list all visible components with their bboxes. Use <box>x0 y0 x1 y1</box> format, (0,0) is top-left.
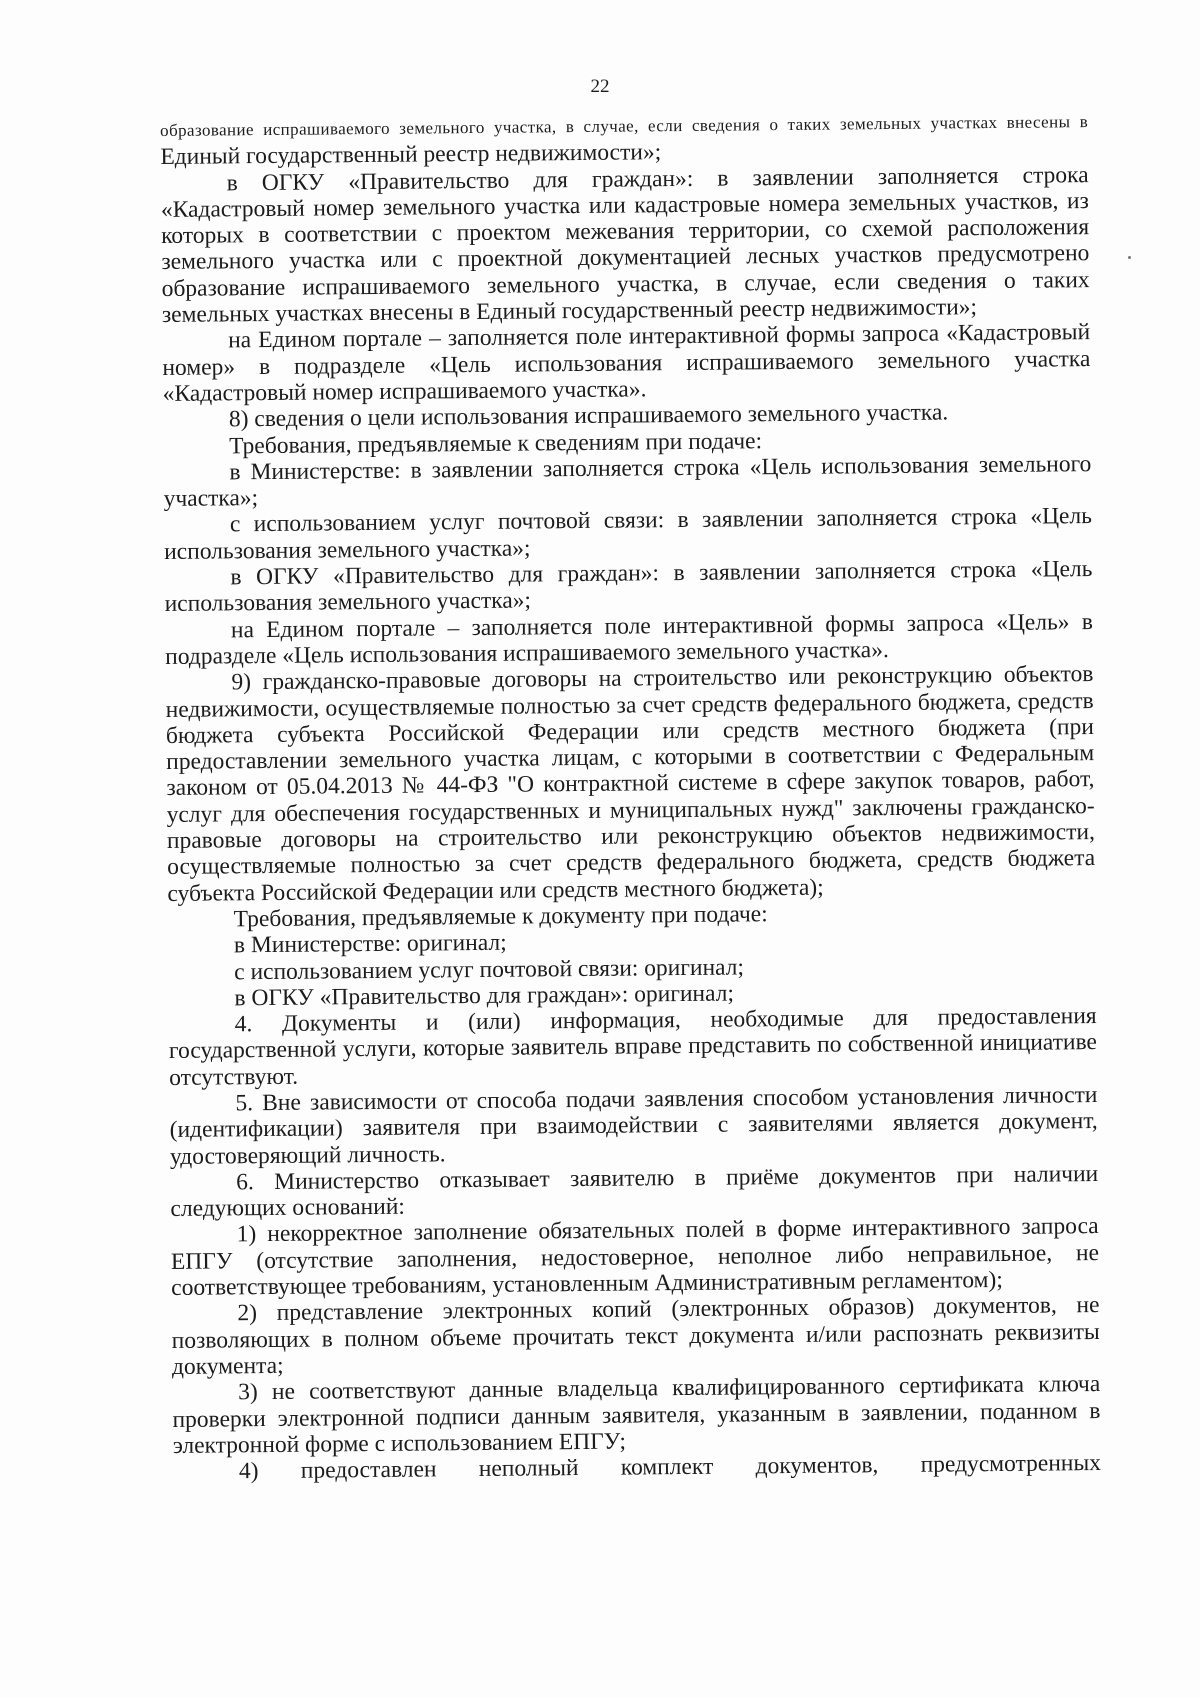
paragraph-item-8: 8) сведения о цели использования испрашиваемого земельного участка. <box>228 399 949 433</box>
paragraph-requirements-document: Требования, предъявляемые к документу при подаче: <box>233 901 768 933</box>
paragraph-refusal-3: 3) не соответствуют данные владельца квалифицированного сертификата ключа проверки электронной подписи данным заявителя, указанным в заявлении, поданном в электронной форме с использованием ЕПГУ; <box>172 1371 1101 1459</box>
paragraph-portal-cadastral: на Едином портале – заполняется поле интерактивной формы запроса «Кадастровый номер» в подразделе «Цель использования испрашиваемого земельного участка «Кадастровый номер испрашиваемого участка». <box>162 319 1091 407</box>
paragraph-section-4: 4. Документы и (или) информация, необходимые для предоставления государственной услуги, которые заявитель вправе представить по собственной инициативе отсутствуют. <box>168 1003 1098 1091</box>
paragraph-portal-purpose: на Едином портале – заполняется поле интерактивной формы запроса «Цель» в подразделе «Цель использования испрашиваемого земельного участка». <box>165 608 1094 670</box>
paragraph-continuation: образование испрашиваемого земельного участка, в случае, если сведения о таких земельных участках внесены в Единый государственный реестр недвижимости»; <box>160 112 1089 171</box>
paragraph-post-purpose: с использованием услуг почтовой связи: в заявлении заполняется строка «Цель использования земельного участка»; <box>164 503 1092 565</box>
paragraph-refusal-4: 4) предоставлен неполный комплект документов, предусмотренных <box>238 1450 1102 1485</box>
paragraph-section-5: 5. Вне зависимости от способа подачи заявления способом установления личности (идентификации) заявителя при взаимодействии с заявителями является документ, удостоверяющий личность. <box>169 1082 1098 1170</box>
paragraph-refusal-2: 2) представление электронных копий (электронных образов) документов, не позволяющих в полном объеме прочитать текст документа и/или распознать реквизиты документа; <box>171 1292 1100 1380</box>
paragraph-post-original: с использованием услуг почтовой связи: оригинал; <box>234 953 745 985</box>
paragraph-section-6: 6. Министерство отказывает заявителю в приёме документов при наличии следующих оснований: <box>170 1160 1099 1223</box>
scan-speck <box>1128 256 1131 259</box>
paragraph-item-9: 9) гражданско-правовые договоры на строительство или реконструкцию объектов недвижимости, осуществляемые полностью за счет средств федерального бюджета, средств бюджета субъекта Российской Федерации или средств местного бюджета (при предоставлении земельного участка лицам, с которыми в соответствии с Федеральным законом от 05.04.2013 № 44-ФЗ "О контрактной системе в сфере закупок товаров, работ, услуг для обеспечения государственных и муниципальных нужд" заключены гражданско-правовые договоры на строительство или реконструкцию объектов недвижимости, осуществляемые полностью за счет средств федерального бюджета, средств бюджета субъекта Российской Федерации или средств местного бюджета); <box>165 661 1096 907</box>
body-text <box>160 109 1101 1485</box>
paragraph-ogku-original: в ОГКУ «Правительство для граждан»: оригинал; <box>234 980 735 1012</box>
paragraph-ogku-purpose: в ОГКУ «Правительство для граждан»: в заявлении заполняется строка «Цель использования земельного участка»; <box>164 556 1093 618</box>
paragraph-ministry-purpose: в Министерстве: в заявлении заполняется строка «Цель использования земельного участка»; <box>163 450 1092 513</box>
paragraph-ministry-original: в Министерстве: оригинал; <box>233 929 507 959</box>
paragraph-refusal-1: 1) некорректное заполнение обязательных полей в форме интерактивного запроса ЕПГУ (отсутствие заполнения, недостоверное, неполное либо неправильное, не соответствующее требованиям, установленным Административным регламентом); <box>170 1213 1100 1302</box>
page-number: 22 <box>590 76 610 97</box>
paragraph-requirements-info: Требования, предъявляемые к сведениям при подаче: <box>229 427 763 459</box>
paragraph-ogku-cadastral: в ОГКУ «Правительство для граждан»: в заявлении заполняется строка «Кадастровый номер земельного участка или кадастровые номера земельных участков, из которых в соответствии с проектом межевания территории, со схемой расположения земельного участка или с проектной документацией лесных участков предусмотрено образование испрашиваемого земельного участка, в случае, если сведения о таких земельных участках внесены в Единый государственный реестр недвижимости»; <box>160 161 1090 329</box>
